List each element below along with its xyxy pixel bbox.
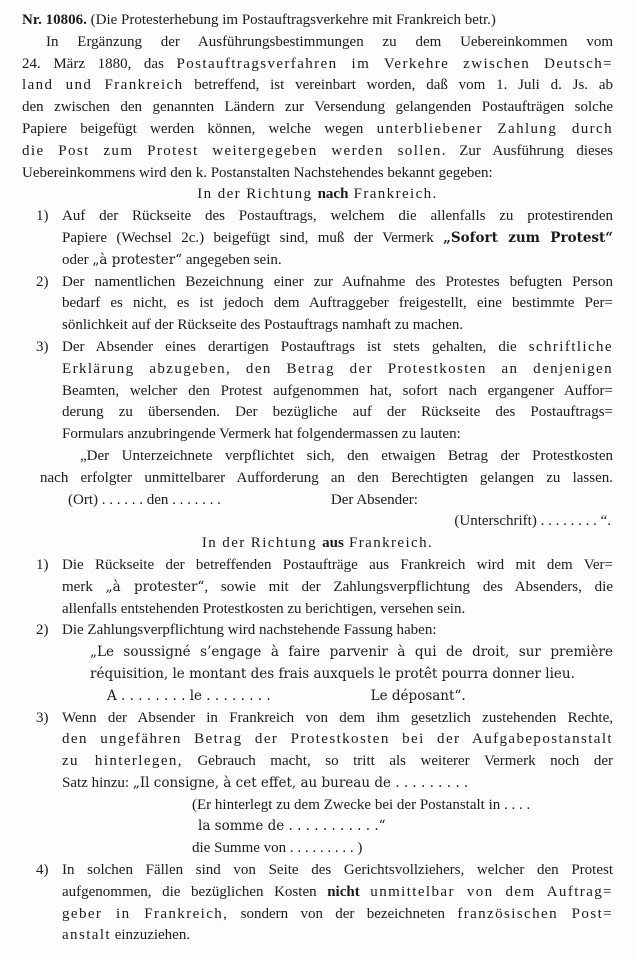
text-segment: derung zu übersenden. Der bezügliche auf der Rückseite des Postauftrags= <box>62 404 613 421</box>
text-segment: merk <box>62 578 106 595</box>
list-item-line <box>22 424 613 446</box>
text-segment: zu hinterlegen, <box>62 753 183 770</box>
deposit-note-line <box>22 816 613 838</box>
list-item-line <box>22 250 613 272</box>
text-segment: Erklärung abzugeben, den Betrag der Protestkosten an denjenigen <box>62 360 613 377</box>
text-segment: unterbliebener Zahlung durch <box>376 120 614 137</box>
french-quote-line <box>22 686 613 708</box>
text-segment: (Die Protesterhebung im Postauftragsverkehre mit Frankreich betr.) <box>86 12 496 28</box>
intro-line <box>22 141 613 163</box>
text-segment: die Summe von . . . . . . . . . ) <box>192 840 363 857</box>
text-segment: schriftliche <box>528 338 613 355</box>
text-segment: nach erfolgter unmittelbarer Aufforderung an den Berechtigten gelangen zu lassen. <box>40 469 613 486</box>
text-segment: land und Frankreich <box>22 77 184 94</box>
deposit-note-line <box>22 838 613 860</box>
text-segment: anstalt <box>62 927 111 944</box>
list-number: 3) <box>36 338 49 355</box>
text-segment: A . . . . . . . . le . . . . . . . . <box>107 687 271 704</box>
text-segment: In der Richtung <box>201 535 323 552</box>
list-item-line <box>22 359 613 381</box>
intro-line <box>22 97 613 119</box>
text-segment: „Der Unterzeichnete verpflichtet sich, den etwaigen Betrag der Protestkosten <box>80 447 613 464</box>
place-date-sender-line <box>22 490 613 512</box>
text-segment: In Ergänzung der Ausführungsbestimmungen zu dem Uebereinkommen vom <box>46 33 613 50</box>
list-item-line <box>22 381 613 403</box>
text-segment: , sowie mit der Zahlungsverpflichtung des Absenders, die <box>204 578 613 595</box>
text-segment: „Sofort zum Protest“ <box>443 229 614 246</box>
signature-line <box>22 511 613 533</box>
list-item-line <box>22 337 613 359</box>
text-segment: Le déposant“. <box>370 687 466 704</box>
text-segment: bedarf es nicht, es ist jedoch dem Auftraggeber freigestellt, eine bestimmte Per= <box>62 295 613 312</box>
list-item-line <box>22 577 613 599</box>
list-item-line <box>22 293 613 315</box>
text-segment: den ungefähren Betrag der Protestkosten bei der Aufgabepostanstalt <box>62 731 613 748</box>
deposit-note-line <box>22 795 613 817</box>
text-segment: réquisition, le montant des frais auxquels le protêt pourra donner lieu. <box>90 665 575 682</box>
list-item-line <box>22 206 613 228</box>
list-number: 1) <box>36 208 49 225</box>
french-quote-line <box>22 642 613 664</box>
text-segment: nach <box>317 186 349 203</box>
text-segment: sondern von der bezeichneten <box>228 905 458 922</box>
text-segment: Beamten, welcher den Protest aufgenommen hat, sofort nach ergangener Auffor= <box>62 382 613 399</box>
list-item-line <box>22 925 613 947</box>
text-segment: Papiere beigefügt werden können, welche wegen <box>22 120 377 137</box>
text-segment: aus <box>322 535 344 552</box>
intro-line <box>22 163 613 185</box>
text-segment: Satz hinzu: <box>62 774 133 791</box>
quote-line <box>22 468 613 490</box>
list-item-line <box>22 729 613 751</box>
list-number: 1) <box>36 556 49 573</box>
text-segment: (Unterschrift) . . . . . . . . “. <box>454 513 611 530</box>
text-segment: Nr. 10806. <box>22 12 87 28</box>
list-number: 4) <box>36 862 49 879</box>
text-segment: Die Zahlungsverpflichtung wird nachstehende Fassung haben: <box>62 622 437 639</box>
list-item-line <box>22 620 613 642</box>
french-quote-line <box>22 664 613 686</box>
section-heading-aus-frankreich <box>22 533 613 555</box>
text-segment: (Er hinterlegt zu dem Zwecke bei der Postanstalt in . . . . <box>192 796 531 813</box>
list-number: 2) <box>36 622 49 639</box>
text-segment: allenfalls entstehenden Protestkosten zu berichtigen, versehen sein. <box>62 600 466 617</box>
text-segment: Uebereinkommens wird den k. Postanstalten Nachstehendes bekannt gegeben: <box>22 164 493 181</box>
text-segment: unmittelbar von dem Auftrag= <box>370 883 614 900</box>
document-body <box>22 10 613 947</box>
text-segment: Wenn der Absender in Frankreich von dem ihm gesetzlich zustehenden Rechte, <box>62 709 613 726</box>
text-segment: Frankreich. <box>343 535 434 552</box>
text-segment: französischen Post= <box>457 905 613 922</box>
section-heading-nach-frankreich <box>22 184 613 206</box>
text-segment: „à protester“ <box>105 578 205 595</box>
text-segment: „Il consigne, à cet effet, au bureau de . . . . . . . . . <box>132 774 469 791</box>
text-segment: Formulars anzubringende Vermerk hat folgendermassen zu lauten: <box>62 426 461 443</box>
text-segment: Frankreich. <box>348 186 438 203</box>
text-segment: einzuziehen. <box>110 927 191 944</box>
text-segment: den zwischen den genannten Ländern zur Versendung gelangenden Postaufträgen solche <box>22 99 613 116</box>
text-segment: Gebrauch macht, so tritt als weiterer Vermerk noch der <box>182 753 613 770</box>
text-segment: Auf der Rückseite des Postauftrags, welchem die allenfalls zu protestirenden <box>62 208 613 225</box>
list-item-line <box>22 228 613 250</box>
list-item-line <box>22 315 613 337</box>
intro-line <box>22 54 613 76</box>
text-segment: „Le soussigné s’engage à faire parvenir à qui de droit, sur première <box>90 644 613 661</box>
list-item-line <box>22 882 613 904</box>
text-segment: Der namentlichen Bezeichnung einer zur Aufnahme des Protestes befugten Person <box>62 273 613 290</box>
intro-line <box>22 119 613 141</box>
quote-line <box>22 446 613 468</box>
list-item-line <box>22 751 613 773</box>
list-item-line <box>22 599 613 621</box>
text-segment: oder <box>62 251 93 268</box>
text-segment: Papiere (Wechsel 2c.) beigefügt sind, muß der Vermerk <box>62 229 444 246</box>
list-item-line <box>22 402 613 424</box>
text-segment: die Post zum Protest weitergegeben werden sollen. <box>22 142 447 159</box>
text-segment: Postauftragsverfahren im Verkehre zwischen Deutsch= <box>176 55 613 72</box>
list-item-line <box>22 904 613 926</box>
intro-line <box>22 75 613 97</box>
text-segment: Der Absender: <box>330 491 418 508</box>
text-segment: betreffend, ist vereinbart worden, daß vom 1. Juli d. Js. ab <box>183 77 613 94</box>
list-number: 3) <box>36 709 49 726</box>
text-segment: Die Rückseite der betreffenden Postaufträge aus Frankreich wird mit dem Ver= <box>62 556 613 573</box>
list-item-line <box>22 708 613 730</box>
doc-number-line <box>22 10 613 32</box>
list-item-line <box>22 860 613 882</box>
text-segment: aufgenommen, die bezüglichen Kosten <box>62 883 328 900</box>
text-segment: 24. März 1880, das <box>22 55 177 72</box>
text-segment: In solchen Fällen sind von Seite des Gerichtsvollziehers, welcher den Protest <box>62 862 613 879</box>
text-segment: geber in Frankreich, <box>62 905 229 922</box>
text-segment: nicht <box>327 883 360 900</box>
text-segment: la somme de . . . . . . . . . . .“ <box>198 818 386 835</box>
list-item-line <box>22 555 613 577</box>
intro-line <box>22 32 613 54</box>
text-segment: „à protester“ <box>92 251 183 268</box>
text-segment: Zur Ausführung dieses <box>446 142 613 159</box>
list-number: 2) <box>36 273 49 290</box>
text-segment: Der Absender eines derartigen Postauftrags ist stets gehalten, die <box>62 338 529 355</box>
text-segment: angegeben sein. <box>182 251 282 268</box>
text-segment: (Ort) . . . . . . den . . . . . . . <box>68 491 221 508</box>
text-segment: sönlichkeit auf der Rückseite des Postauftrags namhaft zu machen. <box>62 317 464 334</box>
text-segment: In der Richtung <box>197 186 318 203</box>
list-item-line <box>22 773 613 795</box>
text-segment <box>360 884 371 900</box>
list-item-line <box>22 272 613 294</box>
